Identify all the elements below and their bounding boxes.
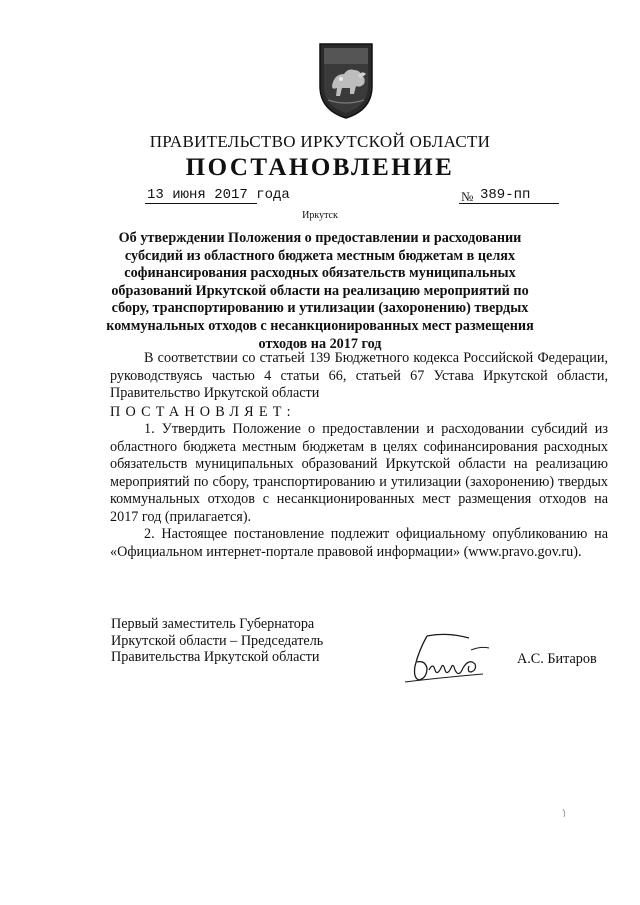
signer-position-line-3: Правительства Иркутской области	[111, 649, 320, 665]
decrees-heading: ПОСТАНОВЛЯЕТ:	[110, 404, 296, 420]
coat-of-arms-icon	[314, 40, 378, 120]
signer-name: А.С. Битаров	[517, 651, 597, 667]
number-label: №	[461, 189, 474, 204]
document-title: Об утверждении Положения о предоставлении и расходовании субсидий из областного бюджета местным бюджетам в целях софинансирования расходных обязательств муниципальных образований Иркутской области на реализацию мероприятий по сбору, транспортированию и утилизации (захоронению) твердых коммунальных отходов с несанкционированных мест размещения отходов на 2017 год	[106, 230, 534, 352]
city-name: Иркутск	[302, 210, 338, 221]
item-2-paragraph: 2. Настоящее постановление подлежит официальному опубликованию на «Официальном интернет-портале правовой информации» (www.pravo.gov.ru).	[110, 526, 608, 560]
date-underline	[145, 203, 257, 204]
government-name: ПРАВИТЕЛЬСТВО ИРКУТСКОЙ ОБЛАСТИ	[149, 132, 491, 151]
handwritten-signature	[397, 628, 507, 688]
intro-paragraph: В соответствии со статьей 139 Бюджетного кодекса Российской Федерации, руководствуясь частью 4 статьи 66, статьей 67 Устава Иркутской области, Правительство Иркутской области	[110, 350, 608, 402]
item-1-paragraph: 1. Утвердить Положение о предоставлении и расходовании субсидий из областного бюджета местным бюджетам в целях софинансирования расходных обязательств муниципальных образований Иркутской области на реализацию мероприятий по сбору, транспортированию и утилизации (захоронению) твердых коммунальных отходов с несанкционированных мест размещения отходов на 2017 год (прилагается).	[110, 421, 608, 525]
decree-number: 389-пп	[480, 187, 531, 203]
signer-position	[111, 616, 323, 666]
scan-mark	[562, 808, 568, 818]
signer-position-line-2: Иркутской области – Председатель	[111, 632, 324, 649]
number-underline	[459, 203, 559, 204]
signer-position-line-1: Первый заместитель Губернатора	[111, 616, 315, 632]
document-type: ПОСТАНОВЛЕНИЕ	[185, 154, 455, 181]
decree-date: 13 июня 2017 года	[147, 187, 290, 203]
